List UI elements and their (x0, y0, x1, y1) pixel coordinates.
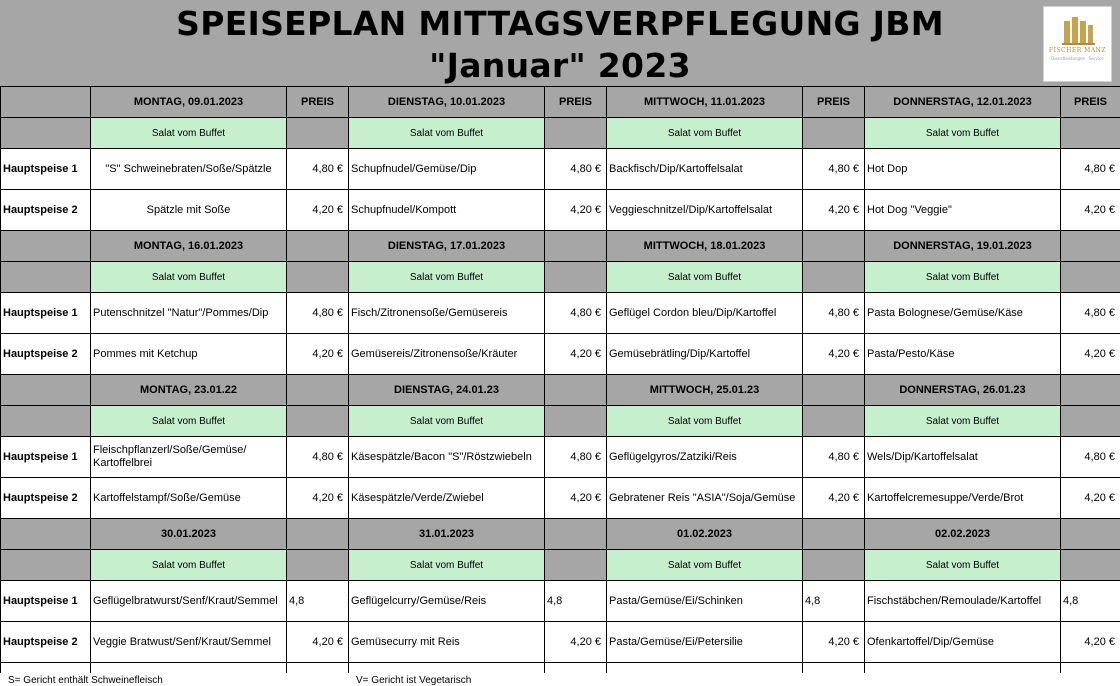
price-header-blank (287, 519, 349, 550)
price-cell: 4,8 (803, 581, 865, 622)
salad-cell: Salat vom Buffet (607, 550, 803, 581)
price-cell: 4,80 € (287, 437, 349, 478)
day-header: MITTWOCH, 18.01.2023 (607, 231, 803, 262)
price-cell: 4,20 € (287, 622, 349, 663)
price-cell: 4,20 € (287, 190, 349, 231)
course-label: Hauptspeise 2 (1, 622, 91, 663)
price-header-blank (287, 231, 349, 262)
header-blank-cell (1, 87, 91, 118)
salad-cell: Salat vom Buffet (865, 550, 1061, 581)
price-cell: 4,20 € (545, 622, 607, 663)
price-header: PREIS (803, 87, 865, 118)
price-header: PREIS (1061, 87, 1120, 118)
title-banner (0, 0, 1120, 88)
dish-cell: Geflügelgyros/Zatziki/Reis (607, 437, 803, 478)
day-header-row (1, 231, 1120, 262)
price-cell: 4,20 € (1061, 622, 1120, 663)
price-cell: 4,80 € (1061, 149, 1120, 190)
dish-cell: "S" Schweinebraten/Soße/Spätzle (91, 149, 287, 190)
dish-cell: Schupfnudel/Kompott (349, 190, 545, 231)
dish-cell: Gemüsebrätling/Dip/Kartoffel (607, 334, 803, 375)
dish-cell: Spätzle mit Soße (91, 190, 287, 231)
price-cell: 4,80 € (545, 149, 607, 190)
salad-row (1, 118, 1120, 149)
salad-price-cell (287, 550, 349, 581)
price-header-blank (1061, 375, 1120, 406)
dish-cell: Pasta/Pesto/Käse (865, 334, 1061, 375)
salad-row (1, 550, 1120, 581)
salad-price-cell (1061, 262, 1120, 293)
note-vegetarian: V= Gericht ist Vegetarisch (356, 675, 471, 686)
price-cell: 4,80 € (803, 437, 865, 478)
salad-price-cell (287, 262, 349, 293)
price-cell: 4,80 € (545, 293, 607, 334)
dish-cell: Geflügel Cordon bleu/Dip/Kartoffel (607, 293, 803, 334)
logo-text: FISCHER MANZ (1044, 47, 1111, 54)
dish-row (1, 149, 1120, 190)
title-line-2: "Januar" 2023 (0, 46, 1120, 85)
salad-cell: Salat vom Buffet (91, 550, 287, 581)
dish-cell: Pasta Bolognese/Gemüse/Käse (865, 293, 1061, 334)
salad-price-cell (287, 118, 349, 149)
salad-cell: Salat vom Buffet (91, 406, 287, 437)
day-header: MITTWOCH, 25.01.23 (607, 375, 803, 406)
dish-cell: Geflügelcurry/Gemüse/Reis (349, 581, 545, 622)
salad-price-cell (545, 262, 607, 293)
dish-cell: Veggie Bratwust/Senf/Kraut/Semmel (91, 622, 287, 663)
price-header-blank (1061, 231, 1120, 262)
price-cell: 4,8 (287, 581, 349, 622)
day-header: MONTAG, 16.01.2023 (91, 231, 287, 262)
dish-row (1, 581, 1120, 622)
course-label: Hauptspeise 2 (1, 478, 91, 519)
course-label: Hauptspeise 2 (1, 334, 91, 375)
dish-cell: Kartoffelcremesuppe/Verde/Brot (865, 478, 1061, 519)
price-cell: 4,80 € (803, 149, 865, 190)
salad-cell: Salat vom Buffet (349, 550, 545, 581)
price-cell: 4,20 € (1061, 190, 1120, 231)
salad-price-cell (1061, 118, 1120, 149)
price-cell: 4,20 € (803, 622, 865, 663)
salad-cell: Salat vom Buffet (91, 118, 287, 149)
price-cell: 4,80 € (1061, 437, 1120, 478)
course-label: Hauptspeise 2 (1, 190, 91, 231)
salad-label-cell (1, 550, 91, 581)
dish-cell: Fischstäbchen/Remoulade/Kartoffel (865, 581, 1061, 622)
price-header: PREIS (545, 87, 607, 118)
dish-cell: Käsespätzle/Verde/Zwiebel (349, 478, 545, 519)
salad-cell: Salat vom Buffet (91, 262, 287, 293)
day-header-row (1, 375, 1120, 406)
price-cell: 4,80 € (287, 149, 349, 190)
salad-cell: Salat vom Buffet (607, 406, 803, 437)
course-label: Hauptspeise 1 (1, 437, 91, 478)
building-icon (1044, 7, 1111, 47)
dish-cell: Gebratener Reis "ASIA"/Soja/Gemüse (607, 478, 803, 519)
salad-price-cell (545, 550, 607, 581)
price-cell: 4,80 € (287, 293, 349, 334)
price-header-blank (287, 375, 349, 406)
price-header-blank (1061, 519, 1120, 550)
day-header: MONTAG, 23.01.22 (91, 375, 287, 406)
dish-cell: Gemüsereis/Zitronensoße/Kräuter (349, 334, 545, 375)
course-label: Hauptspeise 1 (1, 293, 91, 334)
day-header: 31.01.2023 (349, 519, 545, 550)
dish-cell: Kartoffelstampf/Soße/Gemüse (91, 478, 287, 519)
day-header: DIENSTAG, 10.01.2023 (349, 87, 545, 118)
salad-price-cell (545, 118, 607, 149)
header-blank-cell (1, 375, 91, 406)
dish-cell: Veggieschnitzel/Dip/Kartoffelsalat (607, 190, 803, 231)
price-cell: 4,20 € (803, 478, 865, 519)
footer-notes (0, 670, 1120, 683)
salad-price-cell (1061, 550, 1120, 581)
dish-cell: Pommes mit Ketchup (91, 334, 287, 375)
menu-table-body (1, 87, 1120, 674)
price-header-blank (803, 231, 865, 262)
price-cell: 4,20 € (287, 334, 349, 375)
dish-row (1, 622, 1120, 663)
dish-cell: Pasta/Gemüse/Ei/Petersilie (607, 622, 803, 663)
salad-cell: Salat vom Buffet (865, 118, 1061, 149)
dish-cell: Hot Dop (865, 149, 1061, 190)
price-cell: 4,80 € (1061, 293, 1120, 334)
dish-cell: Ofenkartoffel/Dip/Gemüse (865, 622, 1061, 663)
day-header: 30.01.2023 (91, 519, 287, 550)
salad-row (1, 406, 1120, 437)
salad-cell: Salat vom Buffet (865, 406, 1061, 437)
menu-table (0, 86, 1120, 673)
price-cell: 4,80 € (803, 293, 865, 334)
course-label: Hauptspeise 1 (1, 149, 91, 190)
price-cell: 4,20 € (545, 190, 607, 231)
day-header: DONNERSTAG, 12.01.2023 (865, 87, 1061, 118)
dish-cell: Backfisch/Dip/Kartoffelsalat (607, 149, 803, 190)
day-header: 01.02.2023 (607, 519, 803, 550)
price-header-blank (545, 519, 607, 550)
salad-cell: Salat vom Buffet (349, 118, 545, 149)
price-header: PREIS (287, 87, 349, 118)
dish-cell: Gemüsecurry mit Reis (349, 622, 545, 663)
salad-cell: Salat vom Buffet (865, 262, 1061, 293)
day-header: DONNERSTAG, 19.01.2023 (865, 231, 1061, 262)
dish-row (1, 293, 1120, 334)
dish-cell: Pasta/Gemüse/Ei/Schinken (607, 581, 803, 622)
price-header-blank (545, 375, 607, 406)
header-blank-cell (1, 519, 91, 550)
header-blank-cell (1, 231, 91, 262)
dish-row (1, 334, 1120, 375)
day-header: 02.02.2023 (865, 519, 1061, 550)
day-header: DIENSTAG, 17.01.2023 (349, 231, 545, 262)
title-line-1: SPEISEPLAN MITTAGSVERPFLEGUNG JBM (0, 4, 1120, 43)
price-header-blank (803, 519, 865, 550)
day-header: DONNERSTAG, 26.01.23 (865, 375, 1061, 406)
day-header-row (1, 519, 1120, 550)
salad-price-cell (287, 406, 349, 437)
dish-cell: Käsespätzle/Bacon "S"/Röstzwiebeln (349, 437, 545, 478)
salad-label-cell (1, 406, 91, 437)
salad-cell: Salat vom Buffet (607, 262, 803, 293)
day-header-row (1, 87, 1120, 118)
company-logo (1043, 6, 1112, 82)
dish-cell: Wels/Dip/Kartoffelsalat (865, 437, 1061, 478)
course-label: Hauptspeise 1 (1, 581, 91, 622)
dish-cell: Fleischpflanzerl/Soße/Gemüse/ Kartoffelbrei (91, 437, 287, 478)
price-cell: 4,20 € (1061, 334, 1120, 375)
salad-price-cell (545, 406, 607, 437)
price-cell: 4,20 € (803, 190, 865, 231)
salad-price-cell (803, 262, 865, 293)
price-header-blank (545, 231, 607, 262)
dish-cell: Hot Dog "Veggie" (865, 190, 1061, 231)
day-header: DIENSTAG, 24.01.23 (349, 375, 545, 406)
dish-row (1, 437, 1120, 478)
salad-label-cell (1, 262, 91, 293)
price-cell: 4,8 (545, 581, 607, 622)
price-cell: 4,20 € (545, 334, 607, 375)
day-header: MONTAG, 09.01.2023 (91, 87, 287, 118)
salad-price-cell (803, 406, 865, 437)
price-cell: 4,80 € (545, 437, 607, 478)
dish-cell: Putenschnitzel "Natur"/Pommes/Dip (91, 293, 287, 334)
salad-cell: Salat vom Buffet (349, 262, 545, 293)
price-cell: 4,20 € (1061, 478, 1120, 519)
dish-cell: Schupfnudel/Gemüse/Dip (349, 149, 545, 190)
salad-label-cell (1, 118, 91, 149)
dish-row (1, 190, 1120, 231)
dish-cell: Geflügelbratwurst/Senf/Kraut/Semmel (91, 581, 287, 622)
salad-cell: Salat vom Buffet (349, 406, 545, 437)
price-cell: 4,20 € (545, 478, 607, 519)
price-cell: 4,20 € (287, 478, 349, 519)
salad-cell: Salat vom Buffet (607, 118, 803, 149)
price-cell: 4,20 € (803, 334, 865, 375)
salad-price-cell (803, 550, 865, 581)
dish-cell: Fisch/Zitronensoße/Gemüsereis (349, 293, 545, 334)
price-cell: 4,8 (1061, 581, 1120, 622)
day-header: MITTWOCH, 11.01.2023 (607, 87, 803, 118)
salad-price-cell (803, 118, 865, 149)
note-pork: S= Gericht enthält Schweinefleisch (8, 675, 163, 686)
logo-subtext: Dienstleistungen · Service (1044, 56, 1111, 61)
salad-row (1, 262, 1120, 293)
dish-row (1, 478, 1120, 519)
salad-price-cell (1061, 406, 1120, 437)
price-header-blank (803, 375, 865, 406)
